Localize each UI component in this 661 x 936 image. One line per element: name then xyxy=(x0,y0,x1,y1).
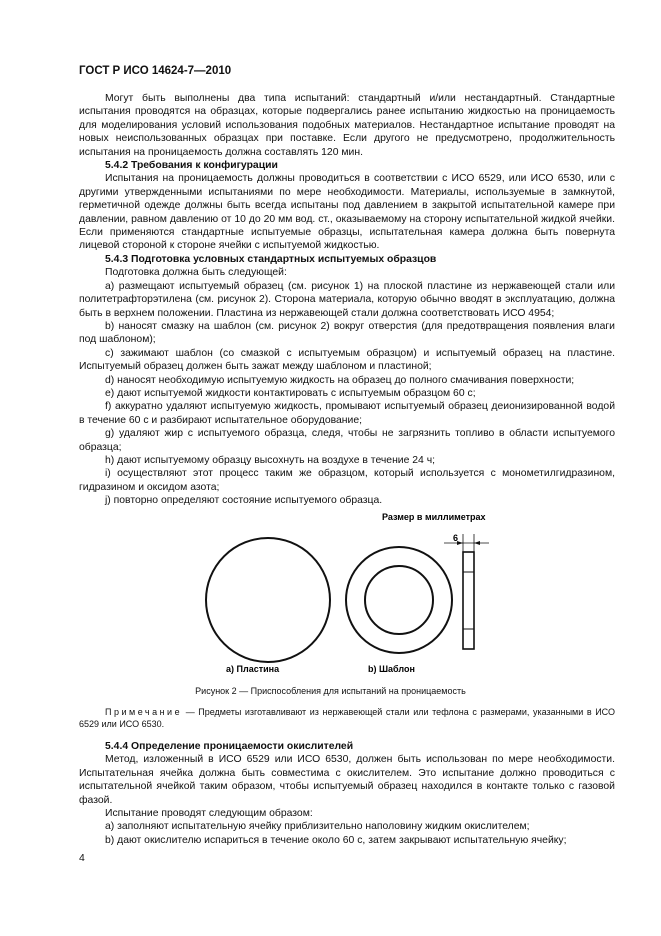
intro-paragraph: Могут быть выполнены два типа испытаний: стандартный и/или нестандартный. Стандартные испытания проводятся на образцах, которые подвергались ранее испытанию жидкостью на проницаемость для моделирования условий использования подобных материалов. Нестандартное испытание проводят на новых неиспользованных образцах при поставке. Если другого не предусмотрено, продолжительность испытания на проницаемость должна составлять 120 мин. xyxy=(79,93,615,158)
template-inner-circle xyxy=(365,566,433,634)
section-5-4-4-lead: Испытание проводят следующим образом: xyxy=(105,808,313,820)
list-item: f) аккуратно удаляют испытуемую жидкость, промывают испытуемый образец деионизированной водой в течение 60 с и разбирают испытательное оборудование; xyxy=(79,401,615,426)
list-item: c) зажимают шаблон (со смазкой с испытуемым образцом) и испытуемый образец на пластине. Испытуемый образец должен быть зажат между шаблоном и пластиной; xyxy=(79,347,615,373)
list-item: d) наносят необходимую испытуемую жидкость на образец до полного смачивания поверхности; xyxy=(105,374,575,386)
template-side-view xyxy=(463,552,474,649)
document-code: ГОСТ Р ИСО 14624-7—2010 xyxy=(79,65,232,77)
list-item: a) заполняют испытательную ячейку приблизительно наполовину жидким окислителем; xyxy=(105,821,530,833)
list-item: g) удаляют жир с испытуемого образца, следя, чтобы не загрязнить топливо в области испытуемого образца; xyxy=(79,428,615,453)
plate-label: a) Пластина xyxy=(226,664,280,674)
note-label: Примечание xyxy=(105,707,183,717)
section-5-4-3-heading: 5.4.3 Подготовка условных стандартных испытуемых образцов xyxy=(105,253,437,265)
template-outer-circle xyxy=(346,547,452,653)
list-item: e) дают испытуемой жидкости контактировать с испытуемым образцом 60 с; xyxy=(105,387,476,399)
section-5-4-2-text: Испытания на проницаемость должны проводиться в соответствии с ИСО 6529, или ИСО 6530, или с другими утвержденными испытаниями по мере необходимости. Материалы, используемые в замкнутой, герметичной одежде должны быть всегда испытаны под давлением в закрытой испытательной камере при давлении, равном давлению от 10 до 20 мм вод. ст., оказываемому на сторону испытательной жидкой ячейки. Если применяются стандартные испытуемые образцы, испытательная камера должна быть повернута лицевой стороной к стороне ячейки с испытуемой жидкостью. xyxy=(79,173,615,252)
list-item: b) дают окислителю испариться в течение около 60 с, затем закрывают испытательную ячейку; xyxy=(105,834,567,846)
list-item: b) наносят смазку на шаблон (см. рисунок 2) вокруг отверстия (для предотвращения появления влаги под шаблоном); xyxy=(79,320,615,346)
section-5-4-3-lead: Подготовка должна быть следующей: xyxy=(105,267,287,279)
section-5-4-4-heading: 5.4.4 Определение проницаемости окислителей xyxy=(105,741,354,752)
note-text: — Предметы изготавливают из нержавеющей стали или тефлона с размерами, указанными в ИСО 6529 или ИСО 6530. xyxy=(79,707,615,729)
section-5-4-4-text: Метод, изложенный в ИСО 6529 или ИСО 6530, должен быть использован по мере необходимости. Испытательная ячейка должна быть совместима с окислителем. Это испытание должно проводиться с испытательной ячейкой таким образом, чтобы испытуемый образец находился в контакте только с газовой фазой. xyxy=(79,754,615,806)
template-label: b) Шаблон xyxy=(368,664,415,674)
list-item: j) повторно определяют состояние испытуемого образца. xyxy=(105,495,383,507)
figure-2-drawing xyxy=(79,508,615,693)
list-item: a) размещают испытуемый образец (см. рисунок 1) на плоской пластине из нержавеющей стали или политетрафторэтилена (см. рисунок 2). Сторона материала, которую обычно вводят в эксплуатацию, должна быть в верхнем положении. Пластина из нержавеющей стали должна соответствовать ИСО 4954; xyxy=(79,280,615,319)
dimension-arrow-right xyxy=(474,541,480,545)
page-number: 4 xyxy=(79,853,85,864)
dimension-value: 6 xyxy=(453,533,459,543)
main-text xyxy=(79,92,615,508)
dimension-note: Размер в миллиметрах xyxy=(382,512,486,522)
figure-2 xyxy=(79,508,615,693)
section-5-4-4 xyxy=(79,740,615,847)
list-item: h) дают испытуемому образцу высохнуть на воздухе в течение 24 ч; xyxy=(105,454,436,466)
figure-caption: Рисунок 2 — Приспособления для испытаний на проницаемость xyxy=(195,686,466,696)
list-item: i) осуществляют этот процесс таким же образцом, который используется с монометилгидразином, гидразином и оксидом азота; xyxy=(79,468,615,493)
section-5-4-2-heading: 5.4.2 Требования к конфигурации xyxy=(105,160,278,172)
plate-circle xyxy=(206,538,330,662)
note xyxy=(79,706,615,730)
